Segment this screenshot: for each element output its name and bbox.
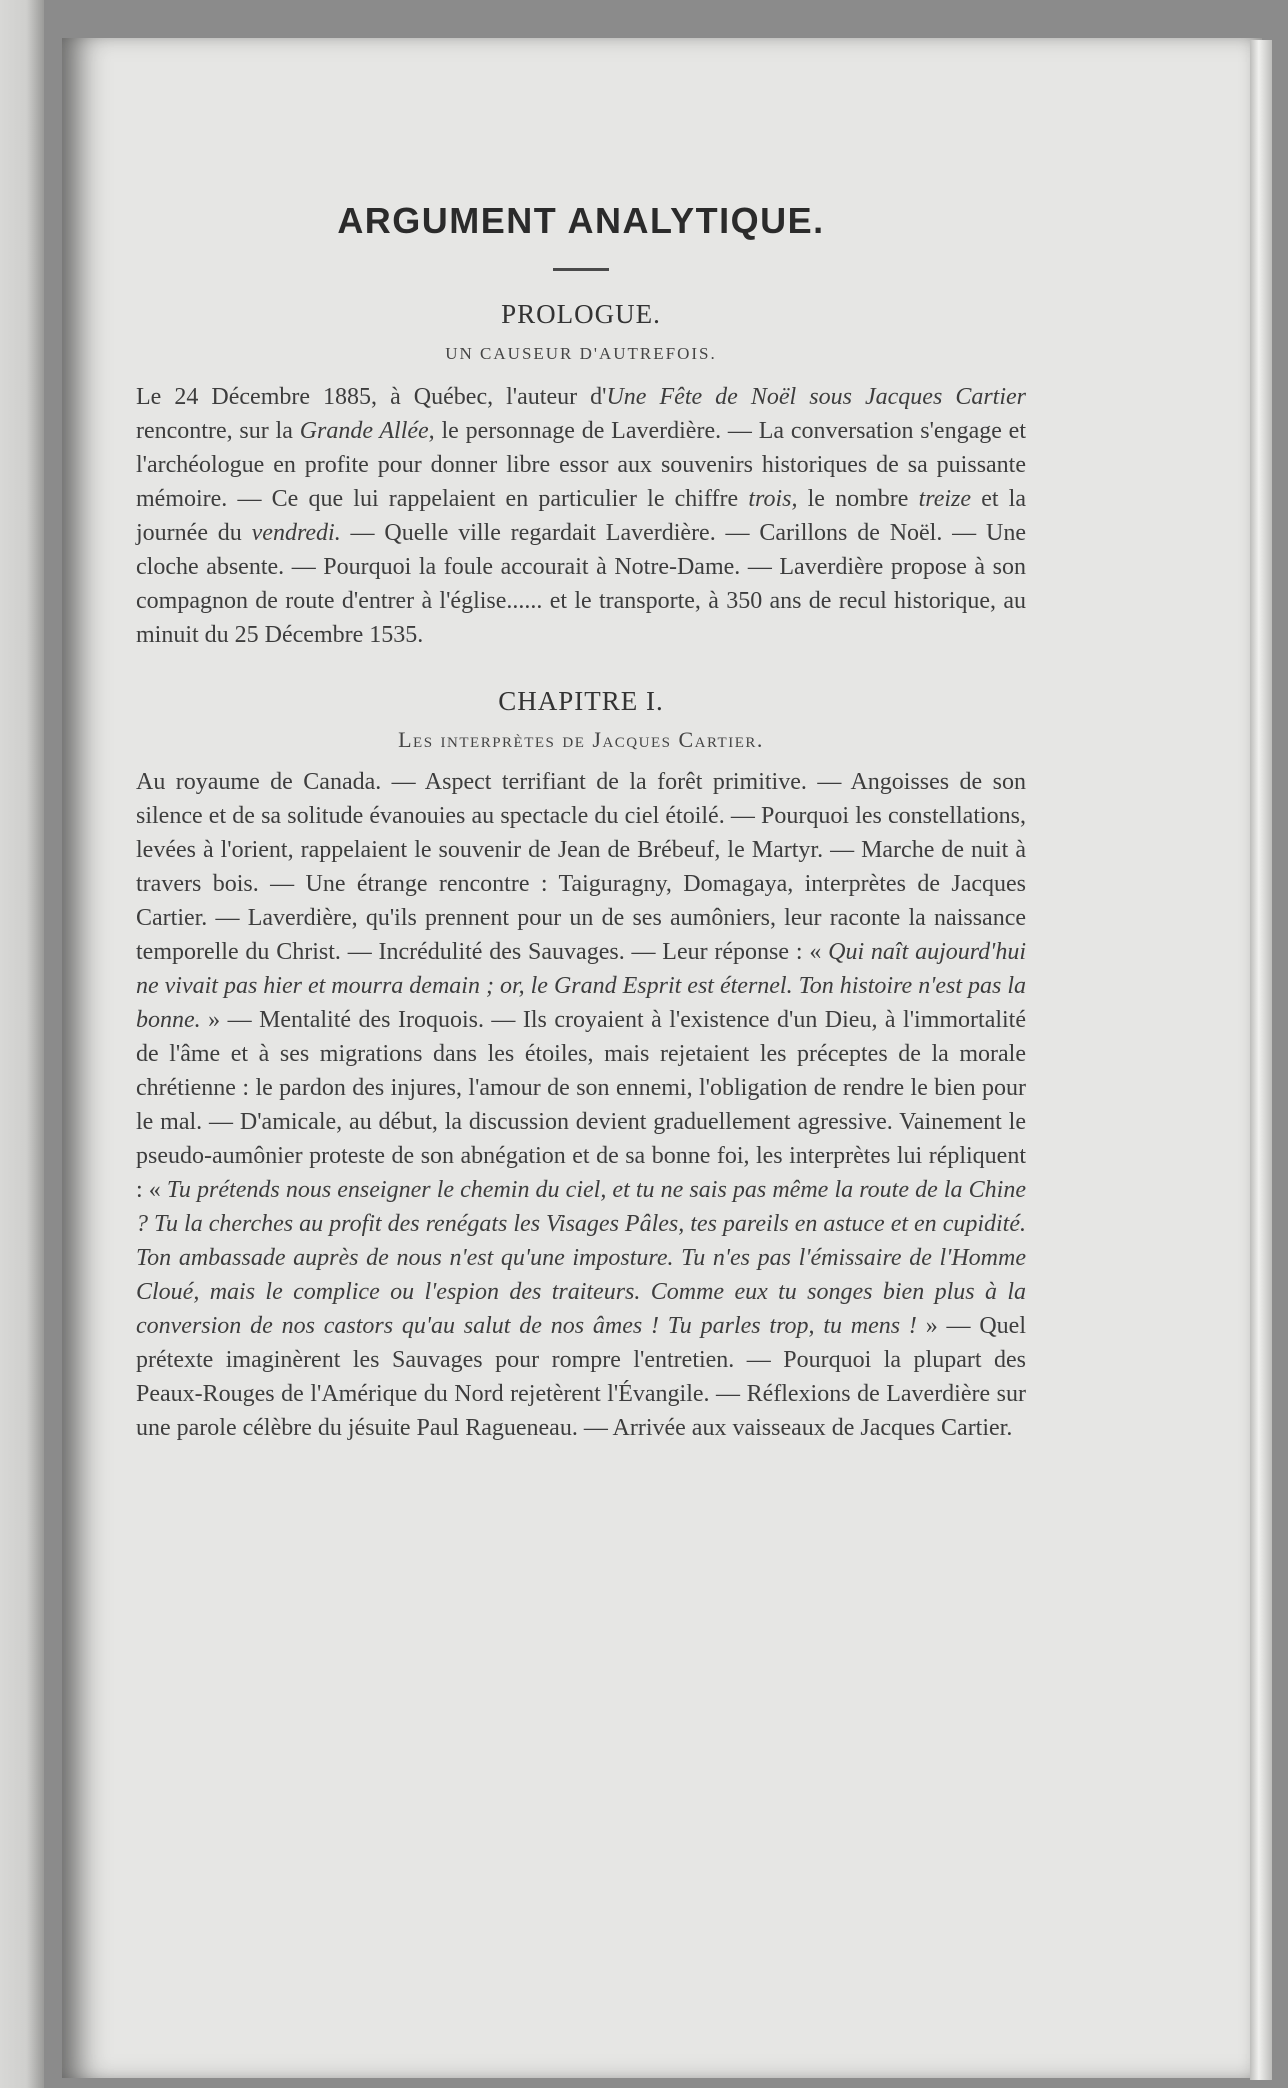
chapter-1-subtitle: Les interprètes de Jacques Cartier.	[398, 727, 764, 752]
prologue-text-4: le nombre	[797, 486, 919, 512]
prologue-title: PROLOGUE.	[501, 299, 661, 329]
page-stack-edge	[1250, 40, 1272, 2080]
prologue-book-title: Une Fête de Noël sous Jacques Cartier	[606, 384, 1026, 410]
prologue-word-vendredi: vendredi.	[251, 520, 341, 546]
page-text-area	[136, 200, 1026, 1469]
prologue-word-trois: trois,	[748, 486, 798, 512]
chapter-1-quote-2: Tu prétends nous enseigner le chemin du ciel, et tu ne sais pas même la route de la Chine ? Tu la cherches au profit des renégats les Visages Pâles, tes pareils en astuce et en cupidité. Ton ambassade auprès de nous n'est qu'une imposture. Tu n'es pas l'émissaire de l'Homme Cloué, mais le complice ou l'espion des traiteurs. Comme eux tu songes bien plus à la conversion de nos castors qu'au salut de nos âmes ! Tu parles trop, tu mens !	[136, 1177, 1026, 1339]
prologue-subtitle: UN CAUSEUR D'AUTREFOIS.	[445, 344, 717, 363]
prologue-word-treize: treize	[918, 486, 972, 512]
prologue-text-3: le personnage de Laverdière. — La conversation s'engage et l'archéologue en profite pour donner libre essor aux souvenirs historiques de sa puissante mémoire. — Ce que lui rappelaient en particulier le chiffre	[136, 418, 1026, 512]
chapter-1-quote-1: Qui naît aujourd'hui ne vivait pas hier et mourra demain ; or, le Grand Esprit est éternel. Ton histoire n'est pas la bonne.	[136, 939, 1026, 1033]
prologue-paragraph	[136, 380, 1026, 652]
chapter-1-text-1: Au royaume de Canada. — Aspect terrifiant de la forêt primitive. — Angoisses de son silence et de sa solitude évanouies au spectacle du ciel étoilé. — Pourquoi les constellations, levées à l'orient, rappelaient le souvenir de Jean de Brébeuf, le Martyr. — Marche de nuit à travers bois. — Une étrange rencontre : Taiguragny, Domagaya, interprètes de Jacques Cartier. — Laverdière, qu'ils prennent pour un de ses aumôniers, leur raconte la naissance temporelle du Christ. — Incrédulité des Sauvages. — Leur réponse : «	[136, 769, 1026, 965]
prologue-street-name: Grande Allée,	[299, 418, 435, 444]
title-rule	[553, 268, 609, 271]
adjacent-page-edge	[0, 0, 44, 2088]
page-title: ARGUMENT ANALYTIQUE.	[337, 200, 825, 241]
chapter-1-text-3: » — Quel prétexte imaginèrent les Sauvages pour rompre l'entretien. — Pourquoi la plupart des Peaux-Rouges de l'Amérique du Nord rejetèrent l'Évangile. — Réflexions de Laverdière sur une parole célèbre du jésuite Paul Ragueneau. — Arrivée aux vaisseaux de Jacques Cartier.	[136, 1313, 1026, 1441]
prologue-text-5: et la journée du	[136, 486, 1027, 546]
prologue-text-6: — Quelle ville regardait Laverdière. — Carillons de Noël. — Une cloche absente. — Pourquoi la foule accourait à Notre-Dame. — Laverdière propose à son compagnon de route d'entrer à l'église...... et le transporte, à 350 ans de recul historique, au minuit du 25 Décembre 1535.	[136, 520, 1026, 648]
prologue-text-2: rencontre, sur la	[136, 418, 300, 444]
chapter-1-paragraph	[136, 765, 1026, 1445]
chapter-1-text-2: » — Mentalité des Iroquois. — Ils croyaient à l'existence d'un Dieu, à l'immortalité de l'âme et à ses migrations dans les étoiles, mais rejetaient les préceptes de la morale chrétienne : le pardon des injures, l'amour de son ennemi, l'obligation de rendre le bien pour le mal. — D'amicale, au début, la discussion devient graduellement agressive. Vainement le pseudo-aumônier proteste de son abnégation et de sa bonne foi, les interprètes lui répliquent : «	[136, 1007, 1026, 1203]
prologue-text-1: Le 24 Décembre 1885, à Québec, l'auteur d'	[136, 384, 607, 410]
chapter-1-title: CHAPITRE I.	[498, 686, 664, 716]
